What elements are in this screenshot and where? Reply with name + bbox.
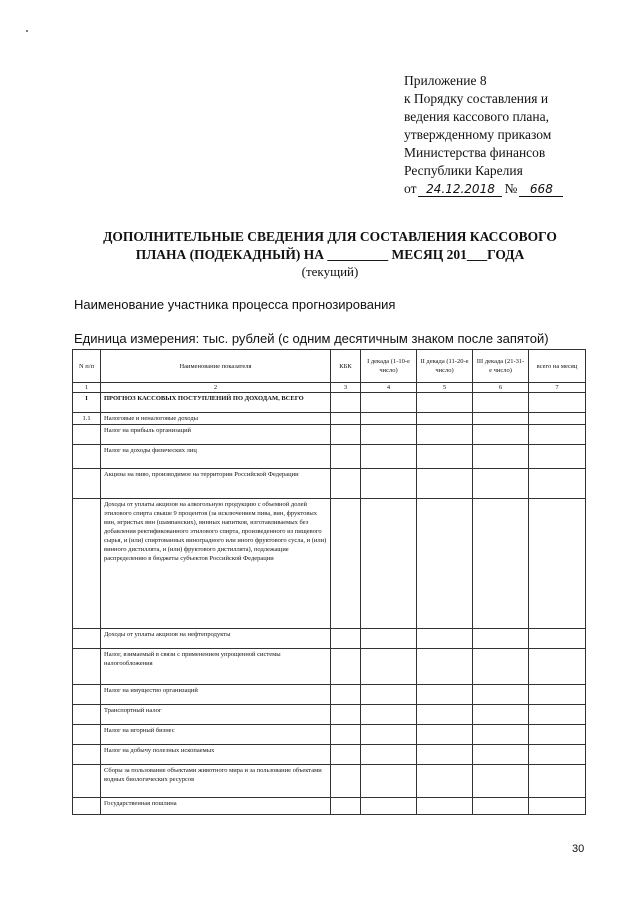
- value-cell: [529, 685, 586, 705]
- indicator-name-cell: Налоговые и неналоговые доходы: [101, 413, 331, 425]
- value-cell: [361, 685, 417, 705]
- indicator-name-cell: Доходы от уплаты акцизов на нефтепродукты: [101, 629, 331, 649]
- unit-label: Единица измерения: тыс. рублей (с одним десятичным знаком после запятой): [74, 331, 549, 346]
- indicator-name-cell: Налог на имущество организаций: [101, 685, 331, 705]
- column-number: 1: [73, 383, 101, 393]
- column-number: 5: [417, 383, 473, 393]
- value-cell: [417, 629, 473, 649]
- value-cell: [473, 705, 529, 725]
- forecast-table: [72, 349, 586, 815]
- row-number-cell: [73, 685, 101, 705]
- column-number: 2: [101, 383, 331, 393]
- value-cell: [473, 499, 529, 629]
- value-cell: [473, 393, 529, 413]
- value-cell: [361, 798, 417, 815]
- value-cell: [361, 499, 417, 629]
- value-cell: [529, 445, 586, 469]
- value-cell: [529, 798, 586, 815]
- value-cell: [331, 685, 361, 705]
- value-cell: [529, 725, 586, 745]
- table-row: [73, 629, 586, 649]
- value-cell: [361, 425, 417, 445]
- row-number-cell: [73, 499, 101, 629]
- column-number: 4: [361, 383, 417, 393]
- table-row: [73, 445, 586, 469]
- value-cell: [361, 469, 417, 499]
- indicator-name-cell: ПРОГНОЗ КАССОВЫХ ПОСТУПЛЕНИЙ ПО ДОХОДАМ, ВСЕГО: [101, 393, 331, 413]
- value-cell: [417, 393, 473, 413]
- value-cell: [417, 445, 473, 469]
- header-cell: КБК: [331, 350, 361, 383]
- table-row: [73, 469, 586, 499]
- row-number-cell: [73, 629, 101, 649]
- value-cell: [473, 413, 529, 425]
- value-cell: [473, 629, 529, 649]
- value-cell: [361, 649, 417, 685]
- title-subtitle: (текущий): [301, 264, 359, 279]
- table-header-row: [73, 350, 586, 383]
- page-number: 30: [572, 843, 585, 855]
- header-cell: всего на месяц: [529, 350, 586, 383]
- indicator-name-cell: Акцизы на пиво, производимое на территории Российской Федерации: [101, 469, 331, 499]
- indicator-name-cell: Налог на доходы физических лиц: [101, 445, 331, 469]
- value-cell: [473, 445, 529, 469]
- handwritten-number: 668: [519, 182, 563, 197]
- table-row: [73, 765, 586, 798]
- value-cell: [361, 765, 417, 798]
- value-cell: [529, 393, 586, 413]
- value-cell: [529, 765, 586, 798]
- appendix-line: Министерства финансов: [404, 145, 546, 160]
- value-cell: [361, 445, 417, 469]
- from-label: от: [404, 181, 417, 196]
- value-cell: [361, 413, 417, 425]
- table-row: [73, 499, 586, 629]
- value-cell: [529, 745, 586, 765]
- document-title: [60, 228, 600, 264]
- appendix-line: утвержденному приказом: [404, 127, 552, 142]
- value-cell: [417, 685, 473, 705]
- value-cell: [361, 629, 417, 649]
- value-cell: [529, 629, 586, 649]
- participant-label: Наименование участника процесса прогнозирования: [74, 297, 396, 312]
- value-cell: [331, 629, 361, 649]
- value-cell: [417, 425, 473, 445]
- row-number-cell: [73, 725, 101, 745]
- value-cell: [361, 725, 417, 745]
- value-cell: [417, 649, 473, 685]
- table-row: [73, 725, 586, 745]
- table-row: [73, 705, 586, 725]
- table-row: [73, 413, 586, 425]
- handwritten-date: 24.12.2018: [418, 182, 502, 197]
- indicator-name-cell: Сборы за пользование объектами животного мира и за пользование объектами водных биологических ресурсов: [101, 765, 331, 798]
- value-cell: [331, 469, 361, 499]
- row-number-cell: [73, 798, 101, 815]
- appendix-line: Республики Карелия: [404, 163, 523, 178]
- title-line-1: ДОПОЛНИТЕЛЬНЫЕ СВЕДЕНИЯ ДЛЯ СОСТАВЛЕНИЯ КАССОВОГО: [103, 229, 557, 244]
- table-row: [73, 649, 586, 685]
- value-cell: [417, 469, 473, 499]
- row-number-cell: [73, 649, 101, 685]
- value-cell: [331, 798, 361, 815]
- value-cell: [473, 745, 529, 765]
- value-cell: [529, 705, 586, 725]
- row-number-cell: [73, 745, 101, 765]
- table-row: [73, 393, 586, 413]
- indicator-name-cell: Государственная пошлина: [101, 798, 331, 815]
- header-cell: III декада (21-31-е число): [473, 350, 529, 383]
- scan-speck: [26, 30, 28, 32]
- indicator-name-cell: Транспортный налог: [101, 705, 331, 725]
- row-number-cell: 1.1: [73, 413, 101, 425]
- row-number-cell: [73, 469, 101, 499]
- number-label: №: [504, 181, 518, 196]
- appendix-line: Приложение 8: [404, 73, 487, 88]
- column-number: 7: [529, 383, 586, 393]
- value-cell: [331, 705, 361, 725]
- value-cell: [331, 445, 361, 469]
- value-cell: [473, 798, 529, 815]
- value-cell: [473, 765, 529, 798]
- row-number-cell: [73, 425, 101, 445]
- value-cell: [417, 705, 473, 725]
- value-cell: [529, 499, 586, 629]
- indicator-name-cell: Налог на прибыль организаций: [101, 425, 331, 445]
- table-row: [73, 798, 586, 815]
- value-cell: [331, 499, 361, 629]
- indicator-name-cell: Налог на добычу полезных ископаемых: [101, 745, 331, 765]
- column-number-row: [73, 383, 586, 393]
- value-cell: [417, 499, 473, 629]
- appendix-line: к Порядку составления и: [404, 91, 549, 106]
- row-number-cell: I: [73, 393, 101, 413]
- title-line-2: ПЛАНА (ПОДЕКАДНЫЙ) НА _________ МЕСЯЦ 201___ГОДА: [135, 247, 525, 262]
- value-cell: [473, 469, 529, 499]
- value-cell: [529, 469, 586, 499]
- row-number-cell: [73, 445, 101, 469]
- header-cell: N п/п: [73, 350, 101, 383]
- value-cell: [331, 425, 361, 445]
- column-number: 6: [473, 383, 529, 393]
- value-cell: [417, 745, 473, 765]
- table-row: [73, 745, 586, 765]
- value-cell: [529, 649, 586, 685]
- value-cell: [417, 413, 473, 425]
- header-cell: II декада (11-20-е число): [417, 350, 473, 383]
- value-cell: [529, 413, 586, 425]
- appendix-block: [404, 72, 634, 198]
- value-cell: [331, 649, 361, 685]
- header-cell: Наименование показателя: [101, 350, 331, 383]
- value-cell: [331, 725, 361, 745]
- indicator-name-cell: Налог, взимаемый в связи с применением упрощенной системы налогообложения: [101, 649, 331, 685]
- row-number-cell: [73, 705, 101, 725]
- value-cell: [331, 393, 361, 413]
- value-cell: [361, 393, 417, 413]
- value-cell: [331, 745, 361, 765]
- indicator-name-cell: Доходы от уплаты акцизов на алкогольную продукцию с объемной долей этилового спирта свыше 9 процентов (за исключением пива, вин, фруктовых вин, игристых вин (шампанских), винных напитков, изготавливаемых без добавления ректификованного этилового спирта, произведенного из пищевого сырья, и (или) спиртованных виноградного или иного фруктового сусла, и (или) винного дистиллята, и (или) фруктового дистиллята), подлежащие распределению в бюджеты субъектов Российской Федерации: [101, 499, 331, 629]
- indicator-name-cell: Налог на игорный бизнес: [101, 725, 331, 745]
- value-cell: [331, 413, 361, 425]
- row-number-cell: [73, 765, 101, 798]
- value-cell: [331, 765, 361, 798]
- table-row: [73, 685, 586, 705]
- value-cell: [361, 705, 417, 725]
- table-row: [73, 425, 586, 445]
- column-number: 3: [331, 383, 361, 393]
- value-cell: [417, 725, 473, 745]
- order-reference: [404, 180, 634, 198]
- value-cell: [529, 425, 586, 445]
- value-cell: [417, 765, 473, 798]
- value-cell: [473, 649, 529, 685]
- value-cell: [417, 798, 473, 815]
- header-cell: I декада (1-10-е число): [361, 350, 417, 383]
- value-cell: [473, 425, 529, 445]
- value-cell: [473, 725, 529, 745]
- value-cell: [473, 685, 529, 705]
- value-cell: [361, 745, 417, 765]
- appendix-line: ведения кассового плана,: [404, 109, 549, 124]
